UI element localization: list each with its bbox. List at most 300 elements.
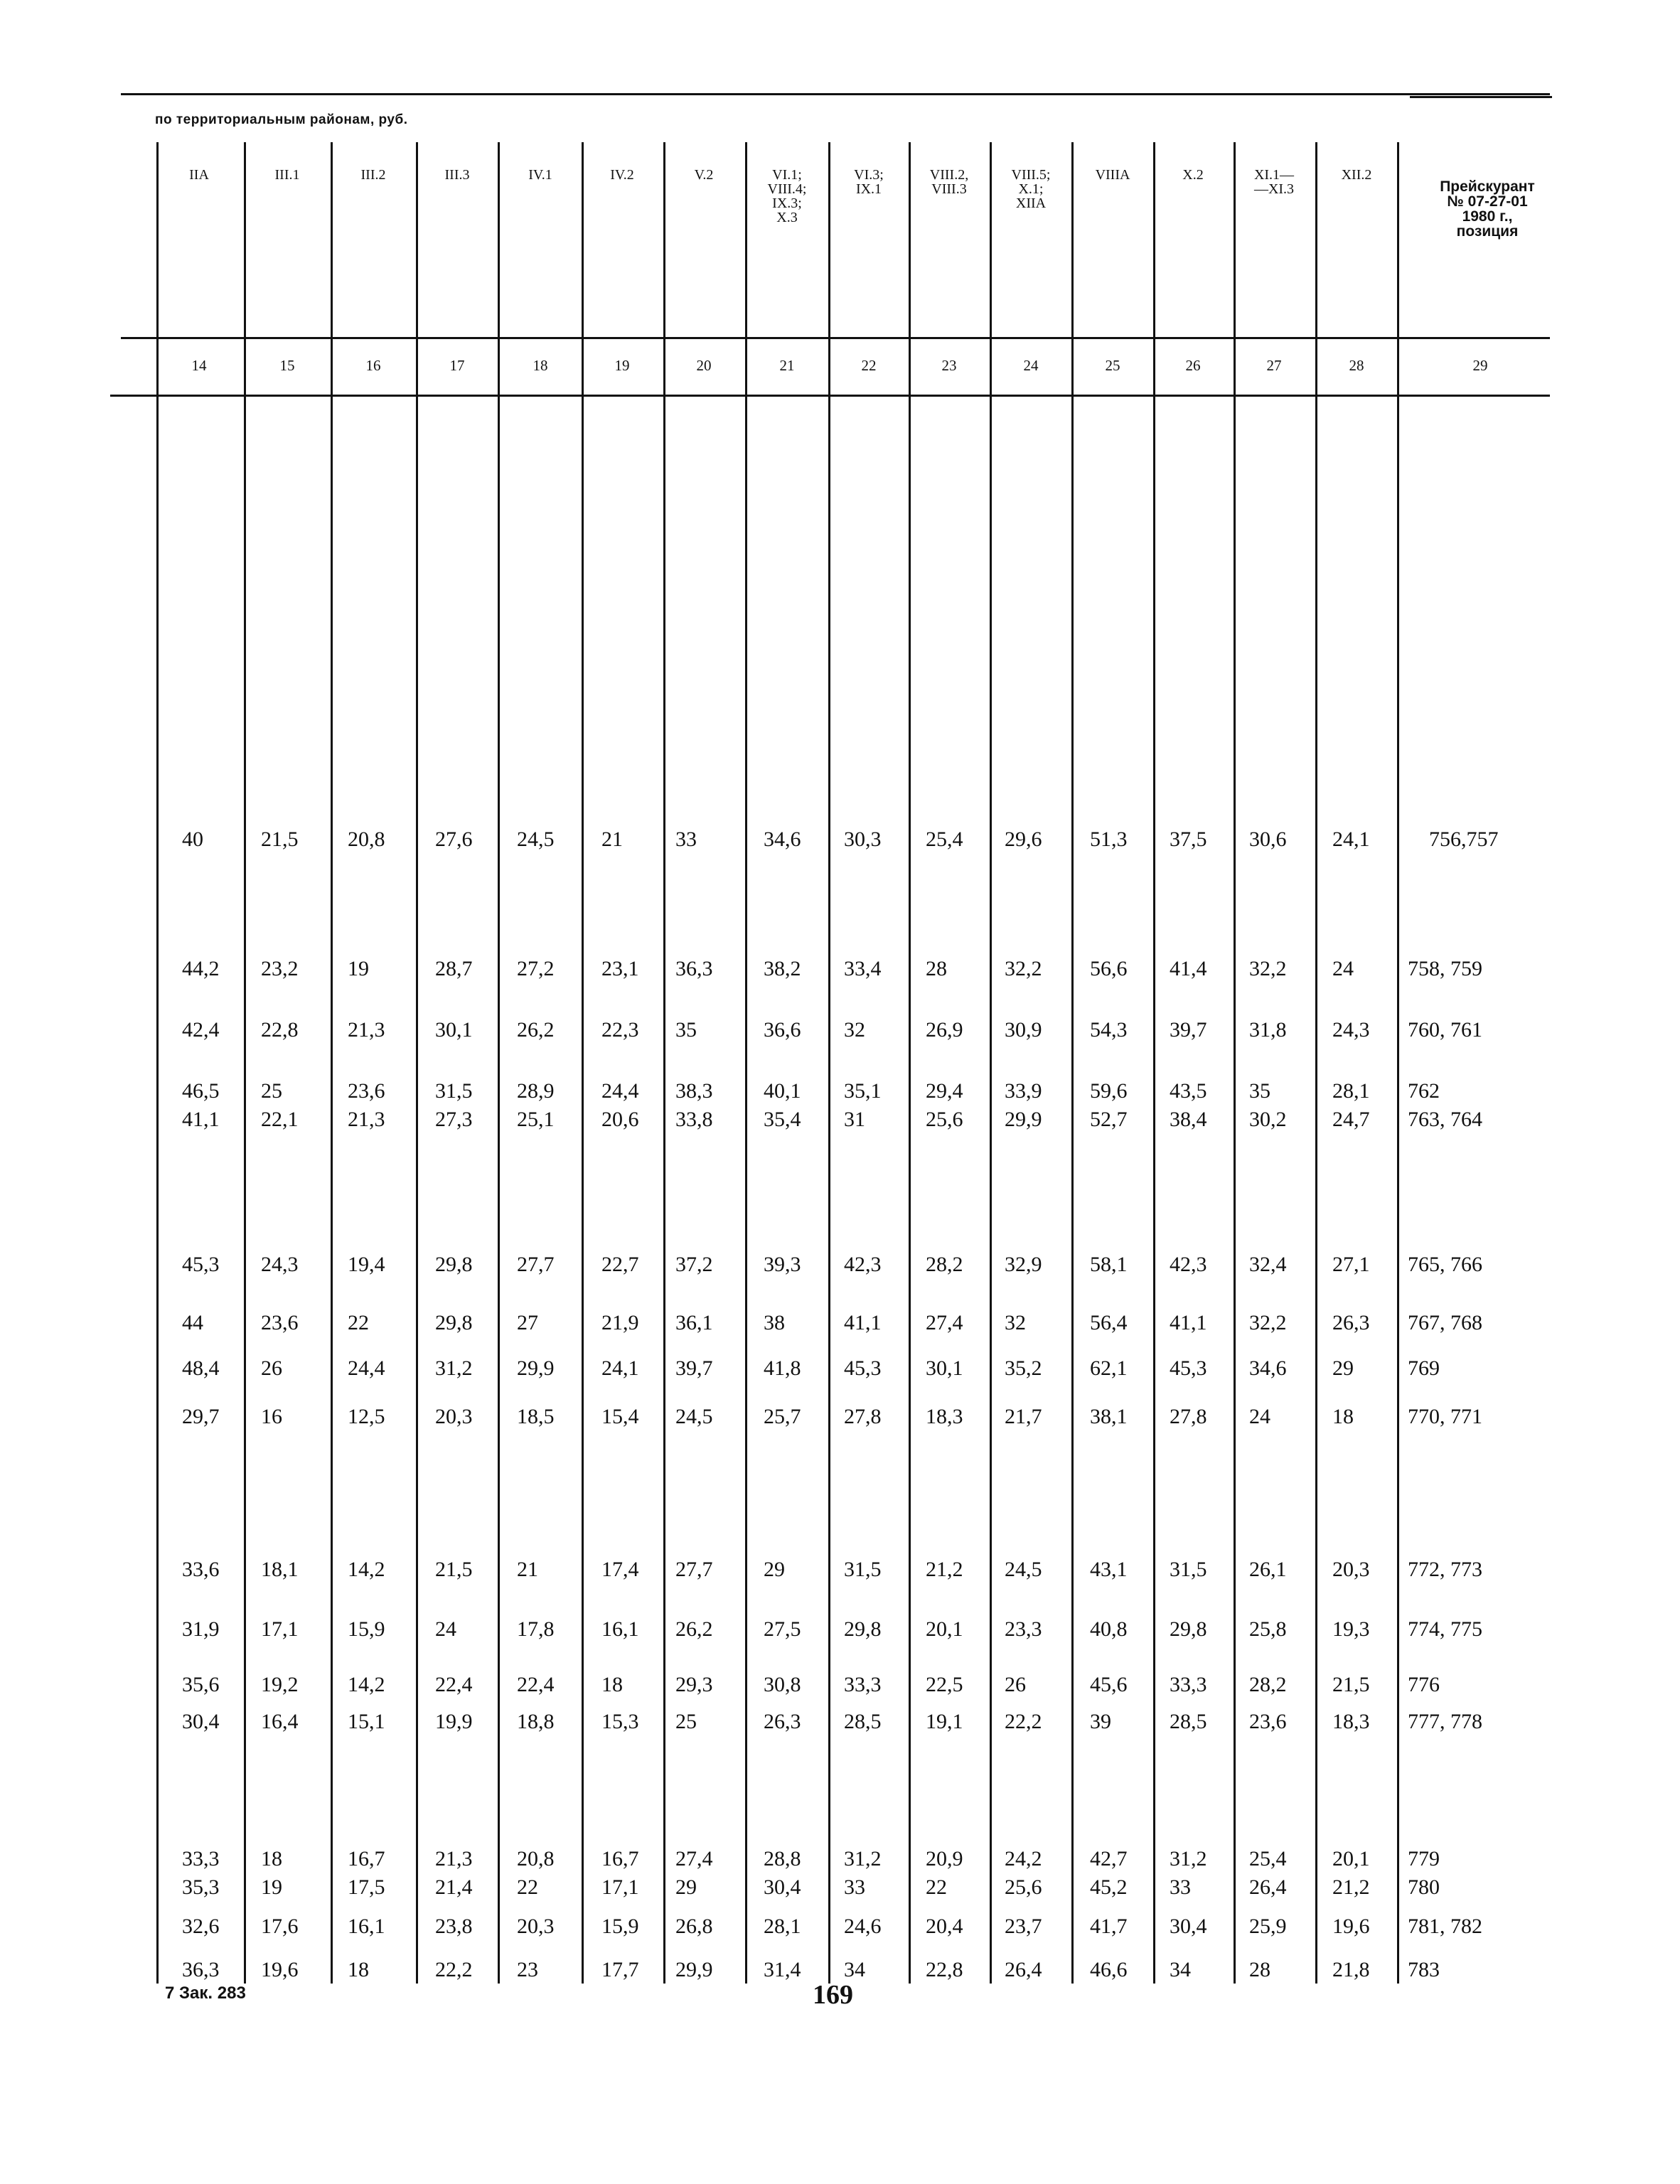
table-cell: 29,8 — [1170, 1617, 1207, 1641]
table-cell: 30,3 — [844, 828, 882, 851]
page-number: 169 — [813, 1980, 853, 2010]
table-cell: 35,3 — [182, 1875, 220, 1899]
column-header: IV.2 — [610, 167, 634, 183]
table-cell: 29,9 — [517, 1356, 555, 1380]
table-cell: 23,1 — [601, 957, 639, 980]
column-header: VI.1; VIII.4; IX.3; X.3 — [767, 167, 807, 225]
table-cell: 51,3 — [1090, 828, 1128, 851]
price-position: 783 — [1408, 1958, 1440, 1981]
column-number: 15 — [279, 357, 295, 374]
table-cell: 28,2 — [926, 1253, 963, 1276]
table-cell: 17,8 — [517, 1617, 555, 1641]
table-cell: 20,3 — [1332, 1558, 1370, 1581]
column-number: 27 — [1266, 357, 1282, 374]
table-cell: 29,3 — [675, 1673, 713, 1696]
table-cell: 25,6 — [1005, 1875, 1042, 1899]
table-cell: 15,9 — [601, 1915, 639, 1938]
table-cell: 21,5 — [435, 1558, 473, 1581]
table-cell: 28 — [926, 957, 947, 980]
table-cell: 34 — [844, 1958, 865, 1981]
column-number: 17 — [449, 357, 465, 374]
table-cell: 27,7 — [675, 1558, 713, 1581]
table-cell: 26,1 — [1249, 1558, 1287, 1581]
table-cell: 21,2 — [926, 1558, 963, 1581]
table-cell: 23,6 — [348, 1079, 385, 1103]
table-cell: 35,2 — [1005, 1356, 1042, 1380]
table-cell: 27,7 — [517, 1253, 555, 1276]
table-cell: 38,2 — [764, 957, 801, 980]
column-number: 24 — [1023, 357, 1039, 374]
table-cell: 22,4 — [435, 1673, 473, 1696]
column-header: XII.2 — [1341, 167, 1372, 183]
table-cell: 25,4 — [926, 828, 963, 851]
table-cell: 44,2 — [182, 957, 220, 980]
table-cell: 25,7 — [764, 1405, 801, 1428]
table-cell: 17,5 — [348, 1875, 385, 1899]
table-cell: 45,2 — [1090, 1875, 1128, 1899]
table-cell: 24,3 — [1332, 1018, 1370, 1042]
table-cell: 43,5 — [1170, 1079, 1207, 1103]
table-cell: 21,8 — [1332, 1958, 1370, 1981]
table-cell: 22,5 — [926, 1673, 963, 1696]
table-cell: 25,1 — [517, 1108, 555, 1131]
column-number: 16 — [365, 357, 381, 374]
price-position: 756,757 — [1429, 828, 1499, 851]
table-cell: 19,6 — [261, 1958, 299, 1981]
table-cell: 30,2 — [1249, 1108, 1287, 1131]
table-cell: 54,3 — [1090, 1018, 1128, 1042]
table-cell: 16,7 — [601, 1847, 639, 1870]
table-cell: 26,4 — [1249, 1875, 1287, 1899]
table-cell: 28,1 — [764, 1915, 801, 1938]
table-cell: 16 — [261, 1405, 282, 1428]
table-cell: 33,4 — [844, 957, 882, 980]
column-separator — [663, 142, 665, 1984]
column-separator — [990, 142, 992, 1984]
table-cell: 28,5 — [1170, 1710, 1207, 1733]
price-position: 774, 775 — [1408, 1617, 1482, 1641]
table-cell: 23,6 — [1249, 1710, 1287, 1733]
table-cell: 24 — [435, 1617, 456, 1641]
table-cell: 33 — [675, 828, 697, 851]
table-cell: 16,1 — [601, 1617, 639, 1641]
table-cell: 36,6 — [764, 1018, 801, 1042]
table-cell: 26,4 — [1005, 1958, 1042, 1981]
table-cell: 27,8 — [1170, 1405, 1207, 1428]
table-cell: 17,7 — [601, 1958, 639, 1981]
table-cell: 14,2 — [348, 1673, 385, 1696]
table-cell: 20,3 — [517, 1915, 555, 1938]
table-cell: 30,4 — [764, 1875, 801, 1899]
table-cell: 25 — [261, 1079, 282, 1103]
table-cell: 41,8 — [764, 1356, 801, 1380]
table-cell: 19,9 — [435, 1710, 473, 1733]
column-header: VIII.2, VIII.3 — [929, 167, 969, 197]
column-number: 14 — [191, 357, 207, 374]
column-separator — [828, 142, 830, 1984]
table-cell: 56,6 — [1090, 957, 1128, 980]
column-separator — [582, 142, 584, 1984]
table-cell: 22 — [348, 1311, 369, 1334]
table-cell: 19,3 — [1332, 1617, 1370, 1641]
table-cell: 32 — [844, 1018, 865, 1042]
table-cell: 28,9 — [517, 1079, 555, 1103]
table-cell: 24,4 — [601, 1079, 639, 1103]
column-number: 28 — [1349, 357, 1364, 374]
table-cell: 21,7 — [1005, 1405, 1042, 1428]
table-cell: 38 — [764, 1311, 785, 1334]
table-cell: 23,3 — [1005, 1617, 1042, 1641]
table-cell: 21,5 — [261, 828, 299, 851]
table-cell: 31,9 — [182, 1617, 220, 1641]
price-position: 760, 761 — [1408, 1018, 1482, 1042]
table-cell: 24,5 — [1005, 1558, 1042, 1581]
table-cell: 40,8 — [1090, 1617, 1128, 1641]
table-cell: 24 — [1332, 957, 1354, 980]
table-cell: 20,8 — [348, 828, 385, 851]
table-cell: 43,1 — [1090, 1558, 1128, 1581]
table-cell: 38,1 — [1090, 1405, 1128, 1428]
table-cell: 29 — [675, 1875, 697, 1899]
table-cell: 24,7 — [1332, 1108, 1370, 1131]
table-cell: 30,4 — [182, 1710, 220, 1733]
table-cell: 26,2 — [675, 1617, 713, 1641]
header-bottom-rule — [121, 337, 1550, 339]
table-cell: 33 — [1170, 1875, 1191, 1899]
table-cell: 30,8 — [764, 1673, 801, 1696]
table-cell: 24,5 — [675, 1405, 713, 1428]
table-cell: 30,4 — [1170, 1915, 1207, 1938]
table-cell: 18 — [1332, 1405, 1354, 1428]
table-cell: 46,5 — [182, 1079, 220, 1103]
table-cell: 24 — [1249, 1405, 1270, 1428]
table-cell: 31,5 — [1170, 1558, 1207, 1581]
table-heading: по территориальным районам, руб. — [155, 112, 408, 127]
table-cell: 34,6 — [764, 828, 801, 851]
price-position: 780 — [1408, 1875, 1440, 1899]
table-cell: 24,2 — [1005, 1847, 1042, 1870]
table-cell: 27,3 — [435, 1108, 473, 1131]
table-cell: 26 — [261, 1356, 282, 1380]
column-number: 23 — [941, 357, 957, 374]
column-header: VIII.5; X.1; XIIА — [1011, 167, 1051, 211]
column-number: 29 — [1472, 357, 1488, 374]
column-header: III.2 — [360, 167, 386, 183]
column-separator — [1071, 142, 1074, 1984]
price-position: 765, 766 — [1408, 1253, 1482, 1276]
table-cell: 18,1 — [261, 1558, 299, 1581]
table-cell: 30,6 — [1249, 828, 1287, 851]
table-cell: 59,6 — [1090, 1079, 1128, 1103]
table-cell: 31,8 — [1249, 1018, 1287, 1042]
table-cell: 48,4 — [182, 1356, 220, 1380]
column-header: X.2 — [1182, 167, 1204, 183]
table-cell: 26,3 — [764, 1710, 801, 1733]
column-number: 20 — [696, 357, 712, 374]
price-position: 767, 768 — [1408, 1311, 1482, 1334]
table-cell: 36,3 — [675, 957, 713, 980]
table-cell: 45,3 — [1170, 1356, 1207, 1380]
table-cell: 32,2 — [1249, 1311, 1287, 1334]
table-cell: 29 — [764, 1558, 785, 1581]
price-list-header: Прейскурант № 07-27-01 1980 г., позиция — [1440, 178, 1535, 240]
table-cell: 27,4 — [675, 1847, 713, 1870]
table-cell: 15,9 — [348, 1617, 385, 1641]
price-position: 758, 759 — [1408, 957, 1482, 980]
table-cell: 32,2 — [1249, 957, 1287, 980]
table-cell: 29,9 — [675, 1958, 713, 1981]
table-cell: 21,5 — [1332, 1673, 1370, 1696]
table-cell: 33,3 — [1170, 1673, 1207, 1696]
table-cell: 39,7 — [1170, 1018, 1207, 1042]
column-number: 25 — [1105, 357, 1120, 374]
column-header: IV.1 — [528, 167, 552, 183]
table-cell: 18 — [601, 1673, 623, 1696]
table-cell: 21,4 — [435, 1875, 473, 1899]
table-cell: 19,2 — [261, 1673, 299, 1696]
table-cell: 15,4 — [601, 1405, 639, 1428]
table-cell: 23,7 — [1005, 1915, 1042, 1938]
table-cell: 37,5 — [1170, 828, 1207, 851]
table-cell: 27,1 — [1332, 1253, 1370, 1276]
table-cell: 42,3 — [1170, 1253, 1207, 1276]
table-cell: 20,1 — [926, 1617, 963, 1641]
table-cell: 31,5 — [435, 1079, 473, 1103]
table-cell: 31,2 — [1170, 1847, 1207, 1870]
table-cell: 32,4 — [1249, 1253, 1287, 1276]
table-cell: 22 — [517, 1875, 538, 1899]
table-cell: 16,4 — [261, 1710, 299, 1733]
table-cell: 46,6 — [1090, 1958, 1128, 1981]
table-cell: 41,7 — [1090, 1915, 1128, 1938]
column-separator — [1315, 142, 1317, 1984]
column-separator — [156, 142, 159, 1984]
price-position: 776 — [1408, 1673, 1440, 1696]
table-cell: 45,3 — [182, 1253, 220, 1276]
table-cell: 45,6 — [1090, 1673, 1128, 1696]
table-cell: 27,5 — [764, 1617, 801, 1641]
table-cell: 22,8 — [926, 1958, 963, 1981]
table-cell: 22,1 — [261, 1108, 299, 1131]
table-cell: 56,4 — [1090, 1311, 1128, 1334]
table-cell: 52,7 — [1090, 1108, 1128, 1131]
table-cell: 20,9 — [926, 1847, 963, 1870]
table-cell: 44 — [182, 1311, 203, 1334]
column-separator — [244, 142, 246, 1984]
table-cell: 24,6 — [844, 1915, 882, 1938]
table-cell: 25,4 — [1249, 1847, 1287, 1870]
table-cell: 34,6 — [1249, 1356, 1287, 1380]
table-cell: 33,9 — [1005, 1079, 1042, 1103]
column-number: 22 — [861, 357, 877, 374]
price-position: 769 — [1408, 1356, 1440, 1380]
price-position: 777, 778 — [1408, 1710, 1482, 1733]
price-position: 779 — [1408, 1847, 1440, 1870]
table-cell: 28 — [1249, 1958, 1270, 1981]
table-cell: 12,5 — [348, 1405, 385, 1428]
table-cell: 29,4 — [926, 1079, 963, 1103]
table-cell: 32,6 — [182, 1915, 220, 1938]
price-position: 763, 764 — [1408, 1108, 1482, 1131]
table-cell: 16,7 — [348, 1847, 385, 1870]
table-cell: 19,1 — [926, 1710, 963, 1733]
price-position: 772, 773 — [1408, 1558, 1482, 1581]
table-cell: 31,2 — [844, 1847, 882, 1870]
table-cell: 22,8 — [261, 1018, 299, 1042]
table-cell: 23,8 — [435, 1915, 473, 1938]
table-cell: 35 — [1249, 1079, 1270, 1103]
table-cell: 29,8 — [435, 1253, 473, 1276]
price-position: 781, 782 — [1408, 1915, 1482, 1938]
column-number: 19 — [614, 357, 630, 374]
table-cell: 32,2 — [1005, 957, 1042, 980]
table-cell: 22,2 — [1005, 1710, 1042, 1733]
table-cell: 33,3 — [182, 1847, 220, 1870]
table-cell: 20,6 — [601, 1108, 639, 1131]
table-cell: 27 — [517, 1311, 538, 1334]
table-cell: 24,1 — [601, 1356, 639, 1380]
table-cell: 33,6 — [182, 1558, 220, 1581]
table-cell: 15,1 — [348, 1710, 385, 1733]
table-cell: 41,1 — [182, 1108, 220, 1131]
table-cell: 35,4 — [764, 1108, 801, 1131]
table-cell: 22,4 — [517, 1673, 555, 1696]
table-cell: 27,4 — [926, 1311, 963, 1334]
table-cell: 32,9 — [1005, 1253, 1042, 1276]
table-cell: 30,9 — [1005, 1018, 1042, 1042]
table-cell: 21,2 — [1332, 1875, 1370, 1899]
table-cell: 37,2 — [675, 1253, 713, 1276]
column-number: 18 — [533, 357, 548, 374]
table-cell: 22 — [926, 1875, 947, 1899]
table-cell: 29,7 — [182, 1405, 220, 1428]
table-cell: 18,3 — [926, 1405, 963, 1428]
table-cell: 21,3 — [348, 1018, 385, 1042]
table-cell: 21 — [601, 828, 623, 851]
table-cell: 20,4 — [926, 1915, 963, 1938]
table-cell: 20,8 — [517, 1847, 555, 1870]
column-separator — [416, 142, 418, 1984]
table-cell: 30,1 — [435, 1018, 473, 1042]
table-cell: 26,8 — [675, 1915, 713, 1938]
price-position: 770, 771 — [1408, 1405, 1482, 1428]
table-cell: 42,3 — [844, 1253, 882, 1276]
table-cell: 25,8 — [1249, 1617, 1287, 1641]
table-cell: 28,2 — [1249, 1673, 1287, 1696]
order-note: 7 Зак. 283 — [165, 1984, 246, 2003]
table-cell: 28,8 — [764, 1847, 801, 1870]
table-cell: 24,3 — [261, 1253, 299, 1276]
column-separator — [1234, 142, 1236, 1984]
table-cell: 30,1 — [926, 1356, 963, 1380]
table-cell: 21,3 — [435, 1847, 473, 1870]
column-separator — [745, 142, 747, 1984]
table-cell: 20,1 — [1332, 1847, 1370, 1870]
column-separator — [1397, 142, 1399, 1984]
table-cell: 14,2 — [348, 1558, 385, 1581]
table-cell: 40,1 — [764, 1079, 801, 1103]
table-cell: 29,9 — [1005, 1108, 1042, 1131]
table-cell: 25,6 — [926, 1108, 963, 1131]
top-rule-right — [1410, 96, 1552, 98]
column-header: VIIIА — [1095, 167, 1130, 183]
table-cell: 27,6 — [435, 828, 473, 851]
table-cell: 29,8 — [844, 1617, 882, 1641]
table-cell: 22,2 — [435, 1958, 473, 1981]
column-number: 26 — [1185, 357, 1201, 374]
table-cell: 33,3 — [844, 1673, 882, 1696]
table-cell: 23,2 — [261, 957, 299, 980]
table-cell: 18 — [261, 1847, 282, 1870]
column-header: XI.1— —XI.3 — [1253, 167, 1295, 197]
table-cell: 36,3 — [182, 1958, 220, 1981]
table-cell: 26,3 — [1332, 1311, 1370, 1334]
table-cell: 25 — [675, 1710, 697, 1733]
table-cell: 19,6 — [1332, 1915, 1370, 1938]
table-cell: 24,5 — [517, 828, 555, 851]
table-cell: 39,3 — [764, 1253, 801, 1276]
price-position: 762 — [1408, 1079, 1440, 1103]
table-cell: 38,3 — [675, 1079, 713, 1103]
table-cell: 39 — [1090, 1710, 1111, 1733]
table-cell: 26,2 — [517, 1018, 555, 1042]
table-cell: 23,6 — [261, 1311, 299, 1334]
table-cell: 29,8 — [435, 1311, 473, 1334]
table-cell: 39,7 — [675, 1356, 713, 1380]
table-cell: 32 — [1005, 1311, 1026, 1334]
table-cell: 28,5 — [844, 1710, 882, 1733]
table-cell: 21,9 — [601, 1311, 639, 1334]
table-cell: 62,1 — [1090, 1356, 1128, 1380]
table-cell: 33,8 — [675, 1108, 713, 1131]
table-cell: 18,8 — [517, 1710, 555, 1733]
column-number: 21 — [779, 357, 795, 374]
table-cell: 19 — [261, 1875, 282, 1899]
table-cell: 28,1 — [1332, 1079, 1370, 1103]
table-cell: 36,1 — [675, 1311, 713, 1334]
table-cell: 29,6 — [1005, 828, 1042, 851]
table-cell: 22,3 — [601, 1018, 639, 1042]
column-header: III.1 — [274, 167, 300, 183]
table-cell: 25,9 — [1249, 1915, 1287, 1938]
table-cell: 31 — [844, 1108, 865, 1131]
table-cell: 26 — [1005, 1673, 1026, 1696]
table-cell: 34 — [1170, 1958, 1191, 1981]
column-header: III.3 — [444, 167, 470, 183]
table-cell: 33 — [844, 1875, 865, 1899]
table-cell: 42,7 — [1090, 1847, 1128, 1870]
table-cell: 31,2 — [435, 1356, 473, 1380]
table-cell: 42,4 — [182, 1018, 220, 1042]
table-cell: 15,3 — [601, 1710, 639, 1733]
table-cell: 31,4 — [764, 1958, 801, 1981]
top-rule — [121, 93, 1550, 95]
table-cell: 41,4 — [1170, 957, 1207, 980]
column-header: VI.3; IX.1 — [854, 167, 884, 197]
table-cell: 23 — [517, 1958, 538, 1981]
table-cell: 29 — [1332, 1356, 1354, 1380]
table-cell: 45,3 — [844, 1356, 882, 1380]
column-header: IIА — [189, 167, 209, 183]
table-cell: 20,3 — [435, 1405, 473, 1428]
table-cell: 41,1 — [1170, 1311, 1207, 1334]
table-cell: 17,6 — [261, 1915, 299, 1938]
table-cell: 31,5 — [844, 1558, 882, 1581]
column-separator — [498, 142, 500, 1984]
table-cell: 18,5 — [517, 1405, 555, 1428]
table-cell: 27,8 — [844, 1405, 882, 1428]
table-cell: 17,1 — [261, 1617, 299, 1641]
